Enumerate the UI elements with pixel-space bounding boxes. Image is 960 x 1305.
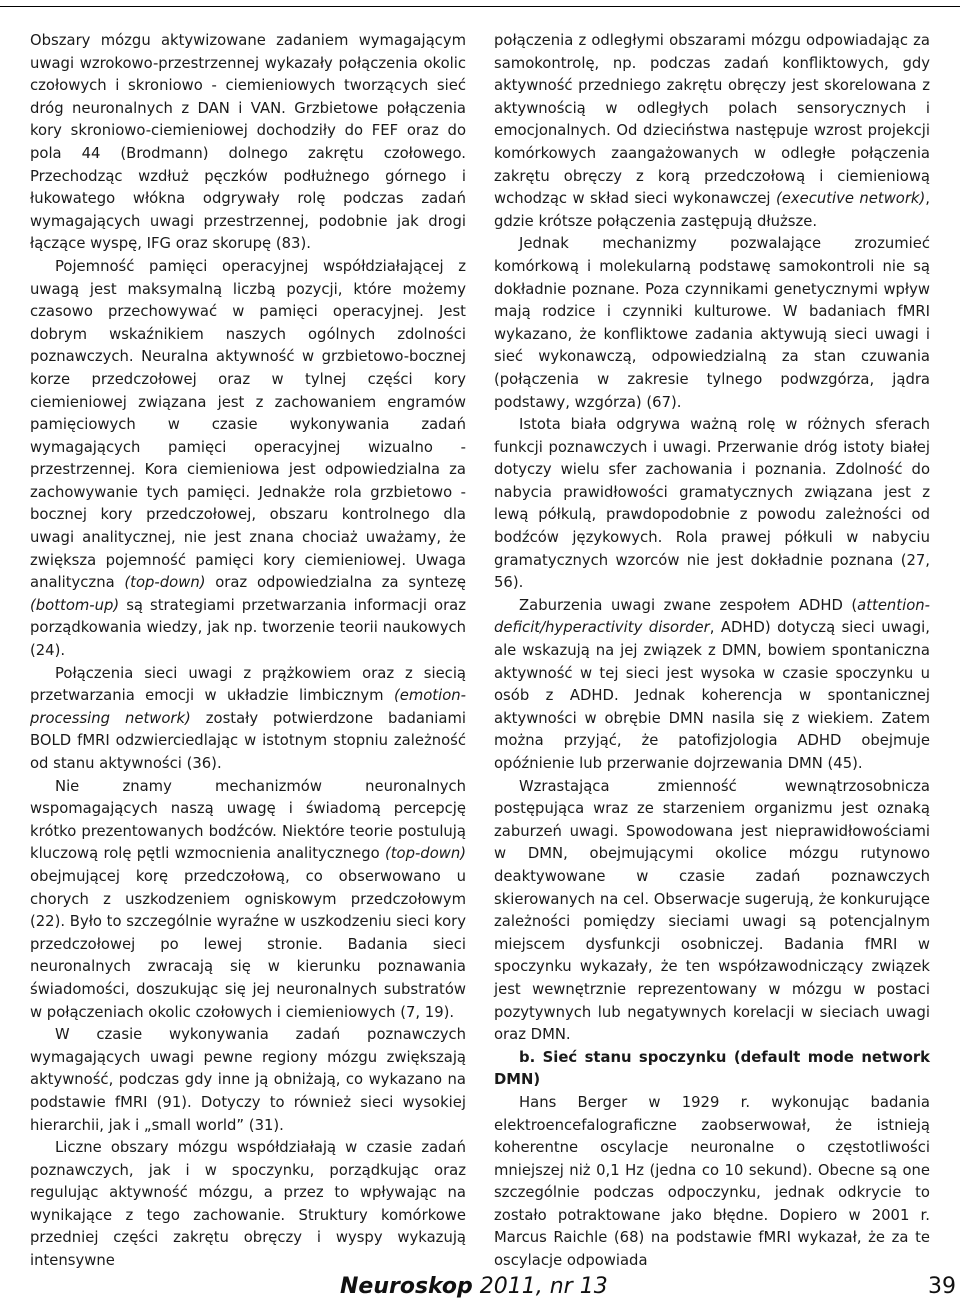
paragraph: Hans Berger w 1929 r. wykonując badania elektroencefalograficzne zaobserwował, że istnieją koherentne oscylacje neuronalne o częstotliwości mniejszej niż 0,1 Hz (jedna co 10 sekund). Obecne są one szczególnie podczas odpoczynku, jednak odkrycie to zostało potraktowane jako błędne. Dopiero w 2001 r. Marcus Raichle (68) na podstawie fMRI wykazał, że za te oscylacje odpowiada <box>494 1093 930 1270</box>
paragraph: Połączenia sieci uwagi z prążkowiem oraz z siecią przetwarzania emocji w układzie limbicznym (emotion-processing network) zostały potwierdzone badaniami BOLD fMRI odzwierciedlając w istotnym stopniu zależność od stanu aktywności (36). <box>30 664 466 772</box>
journal-footer <box>340 1274 608 1300</box>
paragraph: Obszary mózgu aktywizowane zadaniem wymagającym uwagi wzrokowo-przestrzennej wykazały połączenia okolic czołowych i skroniowo - ciemieniowych tworzących sieć dróg neuronalnych z DAN i VAN. Grzbietowe połączenia kory skroniowo-ciemieniowej dochodziły do FEF oraz do pola 44 (Brodmann) dolnego zakrętu czołowego. Przechodząc wzdłuż pęczków podłużnego górnego i łukowatego włókna odgrywały rolę podczas zadań wymagających uwagi przestrzennej, podobnie jak drogi łączące wyspę, IFG oraz skorupę (83). <box>30 32 466 253</box>
page-number: 39 <box>928 1274 956 1299</box>
paragraph: Jednak mechanizmy pozwalające zrozumieć komórkową i molekularną podstawę samokontroli nie są dokładnie poznane. Poza czynnikami genetycznymi wpływ mają rodzice i czynniki kulturowe. W badaniach fMRI wykazano, że konfliktowe zadania aktywują sieci uwagi i sieć wykonawczą, odpowiedzialną za stan czuwania (połączenia w zakresie tylnego podwzgórza, jądra podstawy, wzgórza) (67). <box>494 235 930 411</box>
paragraph: Nie znamy mechanizmów neuronalnych wspomagających naszą uwagę i świadomą percepcję krótko prezentowanych bodźców. Niektóre teorie postulują kluczową rolę pętli wzmocnienia analitycznego (top-down) obejmującej korę przedczołową, co obserwowano u chorych z uszkodzeniem ogniskowym przedczołowym (22). Było to szczególnie wyraźne w uszkodzeniu sieci kory przedczołowej po lewej stronie. Badania sieci neuronalnych zwracają się w kierunku poznawania świadomości, doszukując się jej neuronalnych substratów w połączeniach okolic czołowych i ciemieniowych (7, 19). <box>30 777 466 1021</box>
paragraph: Zaburzenia uwagi zwane zespołem ADHD (attention-deficit/hyperactivity disorder, ADHD) dotyczą sieci uwagi, ale wskazują na jej związek z DMN, bowiem spontaniczna aktywność w tej sieci jest wysoka w czasie spoczynku u osób z ADHD. Jednak koherencja w spontanicznej aktywności w obrębie DMN nasila się z wiekiem. Zatem można przyjąć, że patofizjologia ADHD obejmuje opóźnienie lub przerwanie dojrzewania DMN (45). <box>494 596 930 772</box>
paragraph: W czasie wykonywania zadań poznawczych wymagających uwagi pewne regiony mózgu zwiększają aktywność, podczas gdy inne ją obniżają, co wykazano na podstawie fMRI (91). Dotyczy to również sieci wysokiej hierarchii, jak i „small world” (31). <box>30 1026 466 1134</box>
paragraph: Istota biała odgrywa ważną rolę w różnych sferach funkcji poznawczych i uwagi. Przerwanie dróg istoty białej dotyczy wielu sfer zachowania i poznania. Zdolność do nabycia prawidłowości gramatycznych związana jest z lewą półkulą, prawdopodobnie z powodu zależności od bodźców językowych. Rola prawej półkuli w nabyciu gramatycznych wzorców nie jest dokładnie poznana (27, 56). <box>494 416 930 592</box>
paragraph: Wzrastająca zmienność wewnątrzosobnicza postępująca wraz ze starzeniem organizmu jest oznaką zaburzeń uwagi. Spowodowana jest nieprawidłowościami w DMN, obejmującymi okolice mózgu rutynowo deaktywowane w czasie zadań poznawczych skierowanych na cel. Obserwacje sugerują, że konkurujące zależności pomiędzy sieciami uwagi są potencjalnym miejscem dysfunkcji osobniczej. Badania fMRI w spoczynku wykazały, że ten współzawodniczący związek jest wewnętrznie reprezentowany w mózgu w postaci pozytywnych lub negatywnych korelacji w sieciach uwagi oraz DMN. <box>494 777 930 1044</box>
top-rule <box>0 6 960 7</box>
right-column <box>494 30 930 1273</box>
journal-issue: 2011, nr 13 <box>472 1274 608 1299</box>
paragraph: Pojemność pamięci operacyjnej współdziałającej z uwagą jest maksymalną liczbą pozycji, które możemy czasowo przechowywać w pamięci operacyjnej. Jest dobrym wskaźnikiem naszych ogólnych zdolności poznawczych. Neuralna aktywność w grzbietowo-bocznej korze przedczołowej oraz w tylnej części kory ciemieniowej związana jest z zachowaniem engramów pamięciowych w czasie wykonywania zadań wymagających pamięci operacyjnej wizualno - przestrzennej. Kora ciemieniowa jest odpowiedzialna za zachowywanie tych pamięci. Jednakże rola grzbietowo - bocznej kory przedczołowej, obszaru kontrolnego dla uwagi analitycznej, nie jest znana chociaż uważamy, że zwiększa pojemność pamięci kory ciemieniowej. Uwaga analityczna (top-down) oraz odpowiedzialna za syntezę (bottom-up) są strategiami przetwarzania informacji oraz porządkowania wiedzy, jak np. tworzenie teorii naukowych (24). <box>30 257 466 660</box>
paragraph: połączenia z odległymi obszarami mózgu odpowiadając za samokontrolę, np. podczas zadań konfliktowych, gdy aktywność przedniego zakrętu obręczy jest skorelowana z aktywnością w odległych polach sensorycznych i emocjonalnych. Od dzieciństwa następuje wzrost projekcji komórkowych zaangażowanych w odległe połączenia zakrętu obręczy z korą przedczołową i ciemieniową wchodząc w skład sieci wykonawczej (executive network), gdzie krótsze połączenia zastępują dłuższe. <box>494 32 930 230</box>
paragraph: Liczne obszary mózgu współdziałają w czasie zadań poznawczych, jak i w spoczynku, porządkując oraz regulując aktywność mózgu, a przez to wpływając na wynikające z tego zachowanie. Struktury komórkowe przedniej części zakrętu obręczy i wyspy wykazują intensywne <box>30 1139 466 1270</box>
section-heading: b. Sieć stanu spoczynku (default mode network DMN) <box>494 1048 930 1089</box>
journal-name: Neuroskop <box>340 1274 473 1299</box>
left-column <box>30 30 466 1273</box>
